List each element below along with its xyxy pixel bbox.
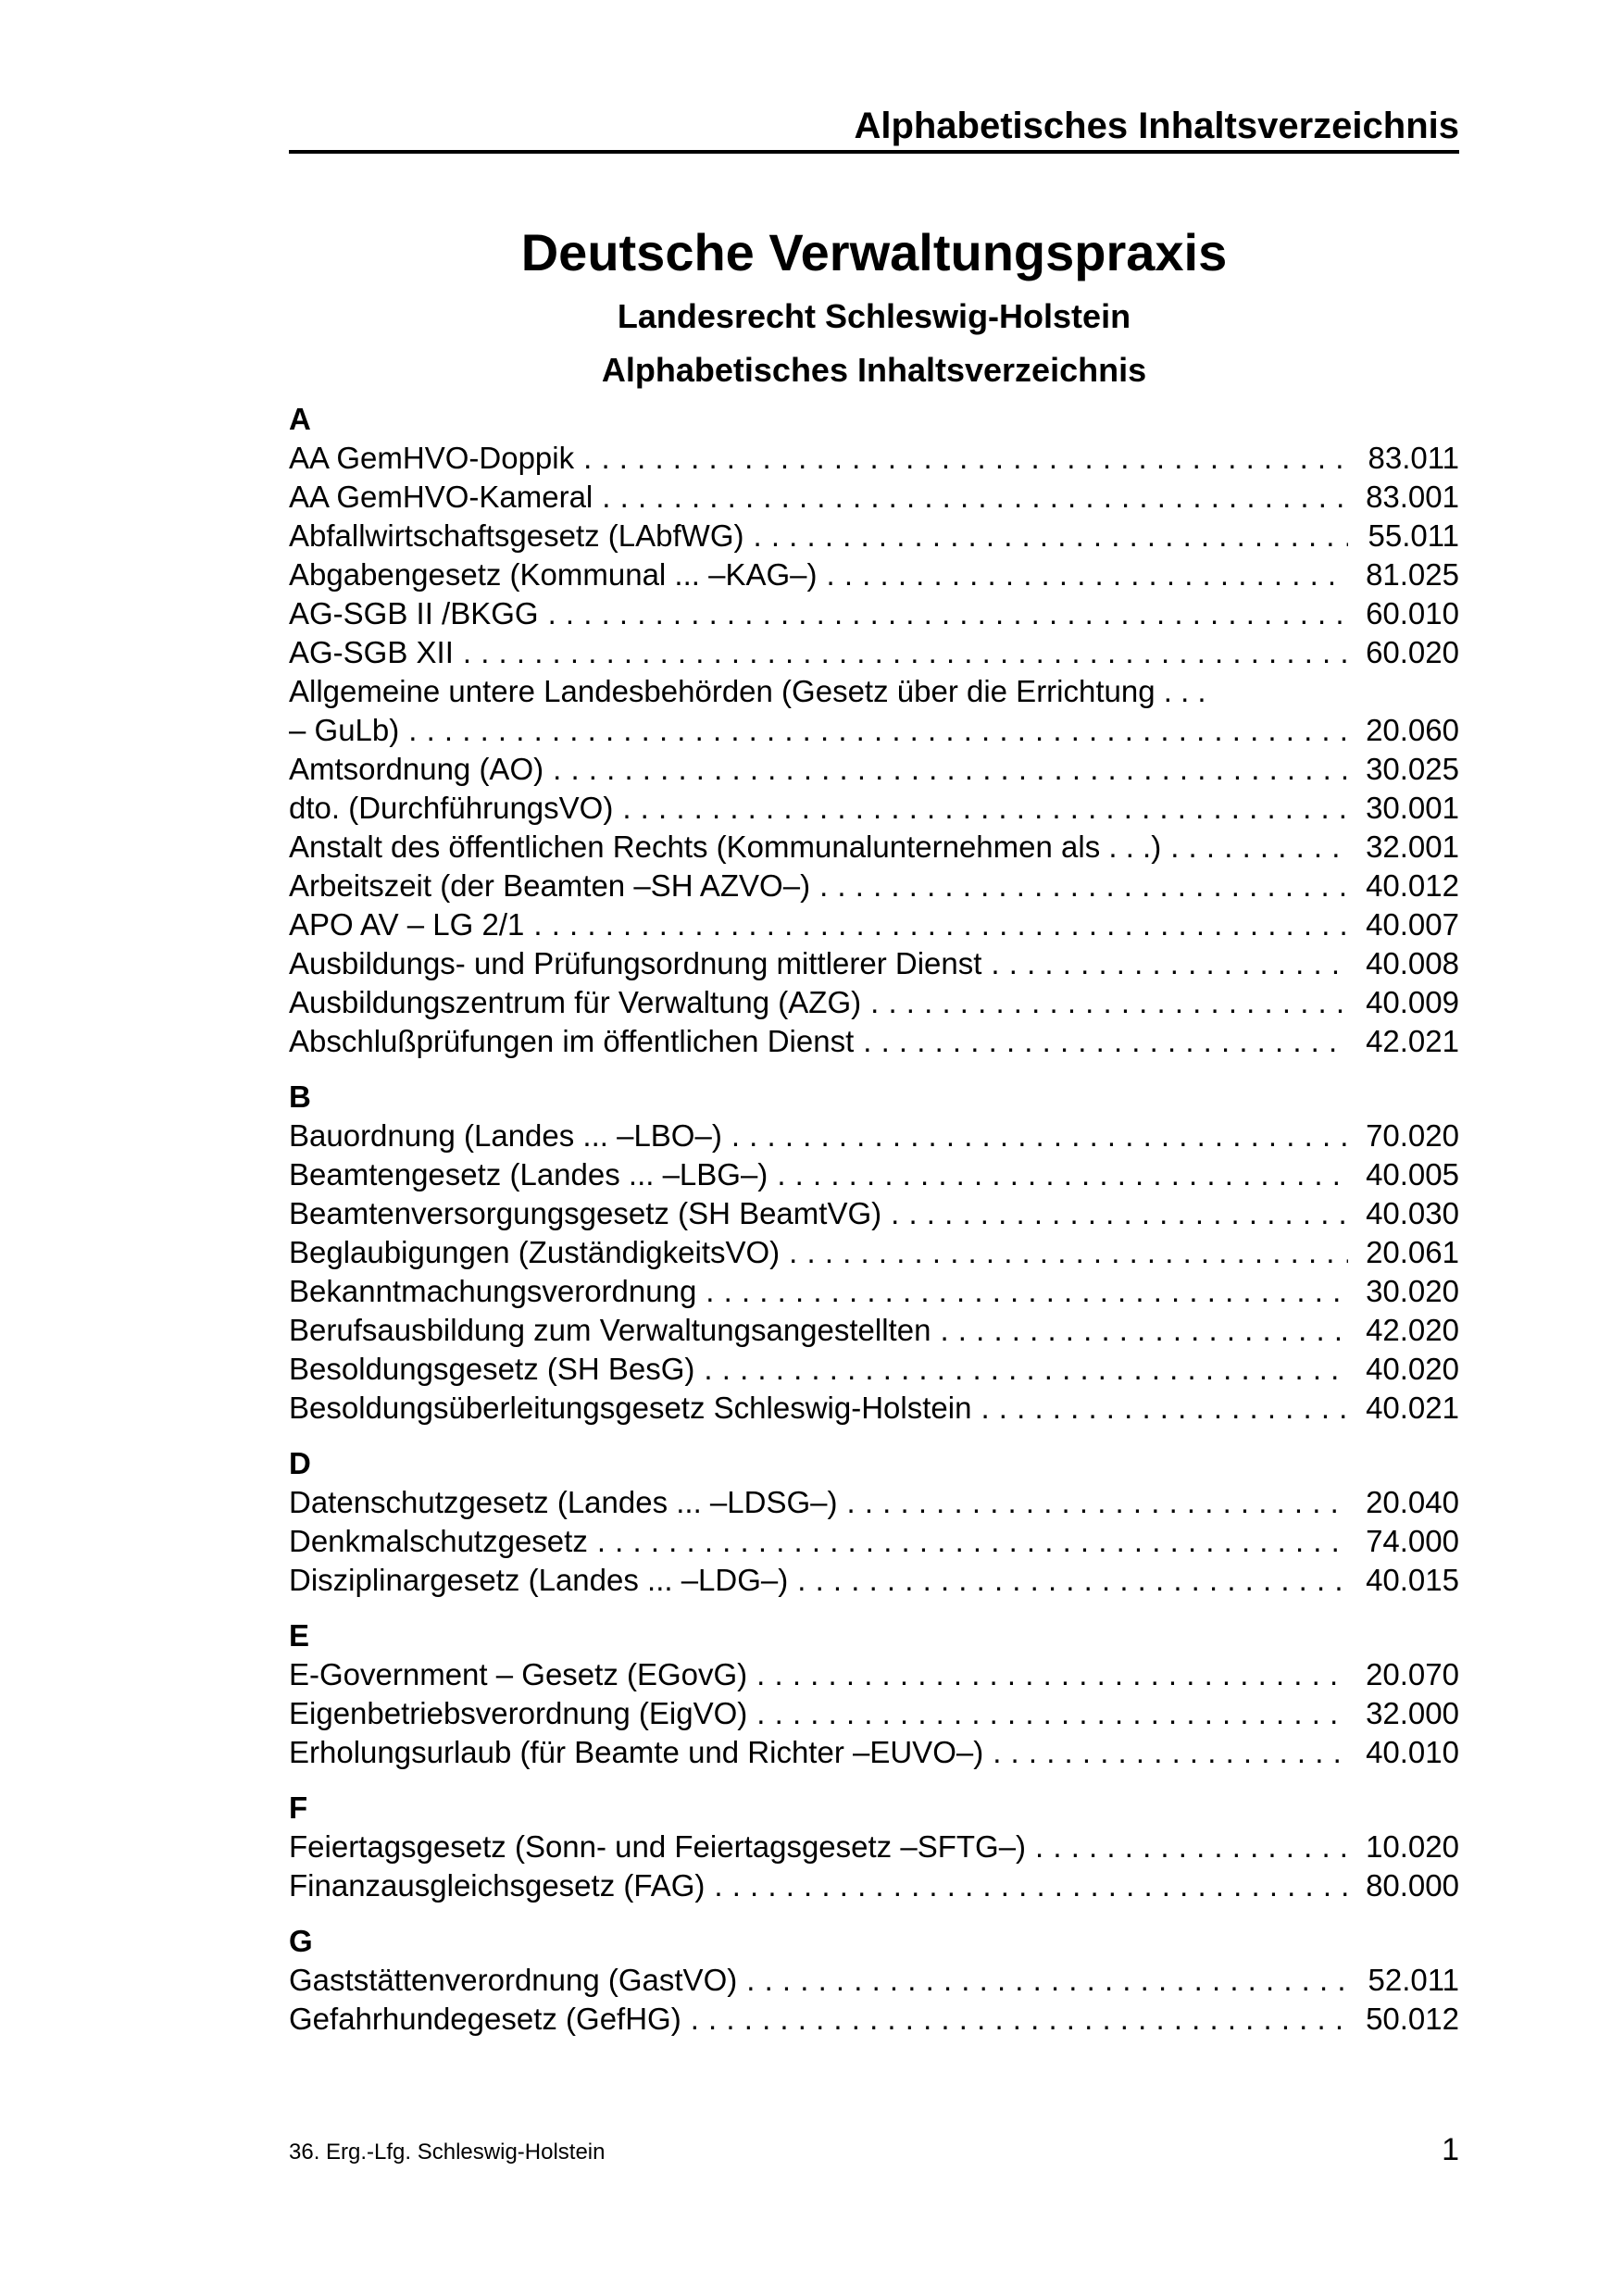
section-letter: D	[289, 1446, 311, 1480]
index-entry-number: 32.001	[1366, 830, 1459, 864]
index-entry-number: 74.000	[1366, 1524, 1459, 1558]
index-entry	[289, 905, 1459, 944]
index-entry-label: Ausbildungszentrum für Verwaltung (AZG)	[289, 985, 862, 1019]
dot-leader	[454, 633, 1348, 672]
dot-leader	[588, 1522, 1348, 1561]
index-entry	[289, 1155, 1459, 1194]
index-entry	[289, 1483, 1459, 1522]
index-entry-label: Beglaubigungen (ZuständigkeitsVO)	[289, 1235, 781, 1269]
index-entry-number: 40.030	[1366, 1196, 1459, 1230]
index-entry-label: Arbeitszeit (der Beamten –SH AZVO–)	[289, 868, 811, 903]
index-entry-label: Eigenbetriebsverordnung (EigVO)	[289, 1696, 748, 1730]
index-entry-number: 52.011	[1368, 1963, 1459, 1997]
index-entry-number: 20.070	[1366, 1657, 1459, 1691]
section-letter: G	[289, 1924, 313, 1958]
index-entry-number: 70.020	[1366, 1118, 1459, 1153]
index-entry-label: Allgemeine untere Landesbehörden (Gesetz über die Errichtung . . .	[289, 674, 1206, 708]
running-head: Alphabetisches Inhaltsverzeichnis	[854, 106, 1459, 146]
dot-leader	[705, 1866, 1348, 1905]
index-entry	[289, 1828, 1459, 1866]
index-entry-label: Gaststättenverordnung (GastVO)	[289, 1963, 738, 1997]
index-entry-number: 42.020	[1366, 1313, 1459, 1347]
index-entry-label: Bekanntmachungsverordnung	[289, 1274, 697, 1308]
index-entry-number: 32.000	[1366, 1696, 1459, 1730]
section-letter: A	[289, 402, 311, 436]
dot-leader	[971, 1389, 1348, 1428]
section-letter: E	[289, 1618, 310, 1653]
section-letter: F	[289, 1791, 308, 1825]
index-entry-label: Bauordnung (Landes ... –LBO–)	[289, 1118, 722, 1153]
index-entry-label: Finanzausgleichsgesetz (FAG)	[289, 1868, 706, 1903]
index-entry-number: 42.021	[1366, 1024, 1459, 1058]
index-entry-number: 20.060	[1366, 713, 1459, 747]
index-entry-label: Beamtengesetz (Landes ... –LBG–)	[289, 1157, 768, 1192]
index-entry-number: 30.001	[1366, 791, 1459, 825]
index-entry-number: 20.061	[1366, 1235, 1459, 1269]
index-entry-label: Anstalt des öffentlichen Rechts (Kommunalunternehmen als . . .)	[289, 830, 1162, 864]
dot-leader	[722, 1117, 1348, 1155]
index-entry-label: AA GemHVO-Kameral	[289, 480, 593, 514]
index-entry-label: Besoldungsgesetz (SH BesG)	[289, 1352, 695, 1386]
index-entry	[289, 1694, 1459, 1733]
index-entry	[289, 1733, 1459, 1772]
index-entry	[289, 1522, 1459, 1561]
dot-leader	[696, 1272, 1348, 1311]
dot-leader	[539, 594, 1348, 633]
alphabetical-index	[289, 400, 1459, 2039]
section-gap	[289, 1600, 1459, 1616]
dot-leader	[861, 983, 1348, 1022]
index-entry-number: 83.011	[1368, 441, 1459, 475]
index-entry	[289, 944, 1459, 983]
dot-leader	[1161, 828, 1348, 867]
dot-leader	[593, 478, 1348, 517]
header-rule	[289, 150, 1459, 154]
dot-leader	[854, 1022, 1348, 1061]
dot-leader	[694, 1350, 1348, 1389]
section-letter: B	[289, 1079, 311, 1114]
index-entry	[289, 867, 1459, 905]
index-entry-label: Besoldungsüberleitungsgesetz Schleswig-Holstein	[289, 1391, 972, 1425]
index-entry	[289, 1117, 1459, 1155]
index-entry-number: 55.011	[1368, 518, 1459, 553]
index-entry-label: AG-SGB XII	[289, 635, 454, 669]
dot-leader	[524, 905, 1348, 944]
dot-leader	[747, 1655, 1348, 1694]
index-entry-number: 81.025	[1366, 557, 1459, 592]
index-entry	[289, 1561, 1459, 1600]
dot-leader	[983, 1733, 1348, 1772]
index-entry-label: AG-SGB II /BKGG	[289, 596, 539, 630]
index-entry-label: Disziplinargesetz (Landes ... –LDG–)	[289, 1563, 789, 1597]
index-entry	[289, 1233, 1459, 1272]
index-entry	[289, 750, 1459, 789]
dot-leader	[737, 1961, 1348, 2000]
index-entry-number: 40.021	[1366, 1391, 1459, 1425]
index-entry-number: 83.001	[1366, 480, 1459, 514]
page-number: 1	[1442, 2132, 1459, 2167]
index-entry-label: AA GemHVO-Doppik	[289, 441, 575, 475]
index-entry-label: Beamtenversorgungsgesetz (SH BeamtVG)	[289, 1196, 882, 1230]
index-entry-label: Abgabengesetz (Kommunal ... –KAG–)	[289, 557, 818, 592]
document-subtitle: Landesrecht Schleswig-Holstein	[617, 297, 1131, 335]
index-entry	[289, 828, 1459, 867]
dot-leader	[817, 555, 1348, 594]
index-entry-label: APO AV – LG 2/1	[289, 907, 525, 942]
index-entry-label: Amtsordnung (AO)	[289, 752, 544, 786]
index-entry-line	[289, 672, 1459, 711]
index-entry-number: 40.009	[1366, 985, 1459, 1019]
dot-leader	[1026, 1828, 1348, 1866]
index-entry	[289, 1961, 1459, 2000]
index-entry-number: 40.008	[1366, 946, 1459, 980]
index-entry-label: dto. (DurchführungsVO)	[289, 791, 614, 825]
index-entry-label: E-Government – Gesetz (EGovG)	[289, 1657, 748, 1691]
index-entry	[289, 789, 1459, 828]
index-entry	[289, 1272, 1459, 1311]
index-entry	[289, 1350, 1459, 1389]
section-gap	[289, 1905, 1459, 1922]
index-entry	[289, 1311, 1459, 1350]
index-entry	[289, 439, 1459, 478]
index-entry-label: Denkmalschutzgesetz	[289, 1524, 588, 1558]
index-entry	[289, 2000, 1459, 2039]
index-entry-number: 40.010	[1366, 1735, 1459, 1769]
index-entry	[289, 983, 1459, 1022]
section-gap	[289, 1772, 1459, 1789]
dot-leader	[747, 1694, 1348, 1733]
dot-leader	[981, 944, 1348, 983]
index-entry	[289, 594, 1459, 633]
index-entry-label: Gefahrhundegesetz (GefHG)	[289, 2002, 681, 2036]
index-entry-number: 20.040	[1366, 1485, 1459, 1519]
index-entry	[289, 711, 1459, 750]
dot-leader	[681, 2000, 1348, 2039]
dot-leader	[399, 711, 1348, 750]
index-entry-label: Datenschutzgesetz (Landes ... –LDSG–)	[289, 1485, 838, 1519]
index-entry	[289, 1022, 1459, 1061]
index-entry-number: 40.007	[1366, 907, 1459, 942]
index-entry	[289, 478, 1459, 517]
index-entry-number: 30.020	[1366, 1274, 1459, 1308]
index-entry-label: Abfallwirtschaftsgesetz (LAbfWG)	[289, 518, 744, 553]
index-entry-label: Erholungsurlaub (für Beamte und Richter –EUVO–)	[289, 1735, 984, 1769]
index-entry-number: 30.025	[1366, 752, 1459, 786]
dot-leader	[838, 1483, 1349, 1522]
document-title: Deutsche Verwaltungspraxis	[520, 223, 1228, 281]
index-entry-label: Berufsausbildung zum Verwaltungsangestellten	[289, 1313, 931, 1347]
dot-leader	[543, 750, 1348, 789]
index-entry	[289, 633, 1459, 672]
index-entry-number: 40.015	[1366, 1563, 1459, 1597]
index-entry-number: 60.020	[1366, 635, 1459, 669]
index-entry	[289, 555, 1459, 594]
index-entry-number: 10.020	[1366, 1829, 1459, 1864]
index-entry	[289, 517, 1459, 555]
index-entry-number: 40.020	[1366, 1352, 1459, 1386]
index-entry-number: 40.012	[1366, 868, 1459, 903]
section-gap	[289, 1061, 1459, 1078]
dot-leader	[931, 1311, 1348, 1350]
index-entry	[289, 1194, 1459, 1233]
index-entry-label: Ausbildungs- und Prüfungsordnung mittlerer Dienst	[289, 946, 982, 980]
index-entry-number: 50.012	[1366, 2002, 1459, 2036]
dot-leader	[780, 1233, 1348, 1272]
index-entry-number: 80.000	[1366, 1868, 1459, 1903]
dot-leader	[574, 439, 1348, 478]
index-entry-label: – GuLb)	[289, 713, 400, 747]
dot-leader	[881, 1194, 1348, 1233]
index-entry	[289, 1866, 1459, 1905]
dot-leader	[788, 1561, 1348, 1600]
index-entry-label: Feiertagsgesetz (Sonn- und Feiertagsgesetz –SFTG–)	[289, 1829, 1027, 1864]
section-gap	[289, 1428, 1459, 1444]
index-entry-label: Abschlußprüfungen im öffentlichen Dienst	[289, 1024, 855, 1058]
index-entry	[289, 1389, 1459, 1428]
dot-leader	[810, 867, 1348, 905]
dot-leader	[613, 789, 1348, 828]
document-subtitle-2: Alphabetisches Inhaltsverzeichnis	[601, 351, 1147, 389]
dot-leader	[768, 1155, 1348, 1194]
footer-edition: 36. Erg.-Lfg. Schleswig-Holstein	[289, 2140, 606, 2165]
index-entry-number: 60.010	[1366, 596, 1459, 630]
index-entry-number: 40.005	[1366, 1157, 1459, 1192]
dot-leader	[744, 517, 1349, 555]
index-entry	[289, 1655, 1459, 1694]
